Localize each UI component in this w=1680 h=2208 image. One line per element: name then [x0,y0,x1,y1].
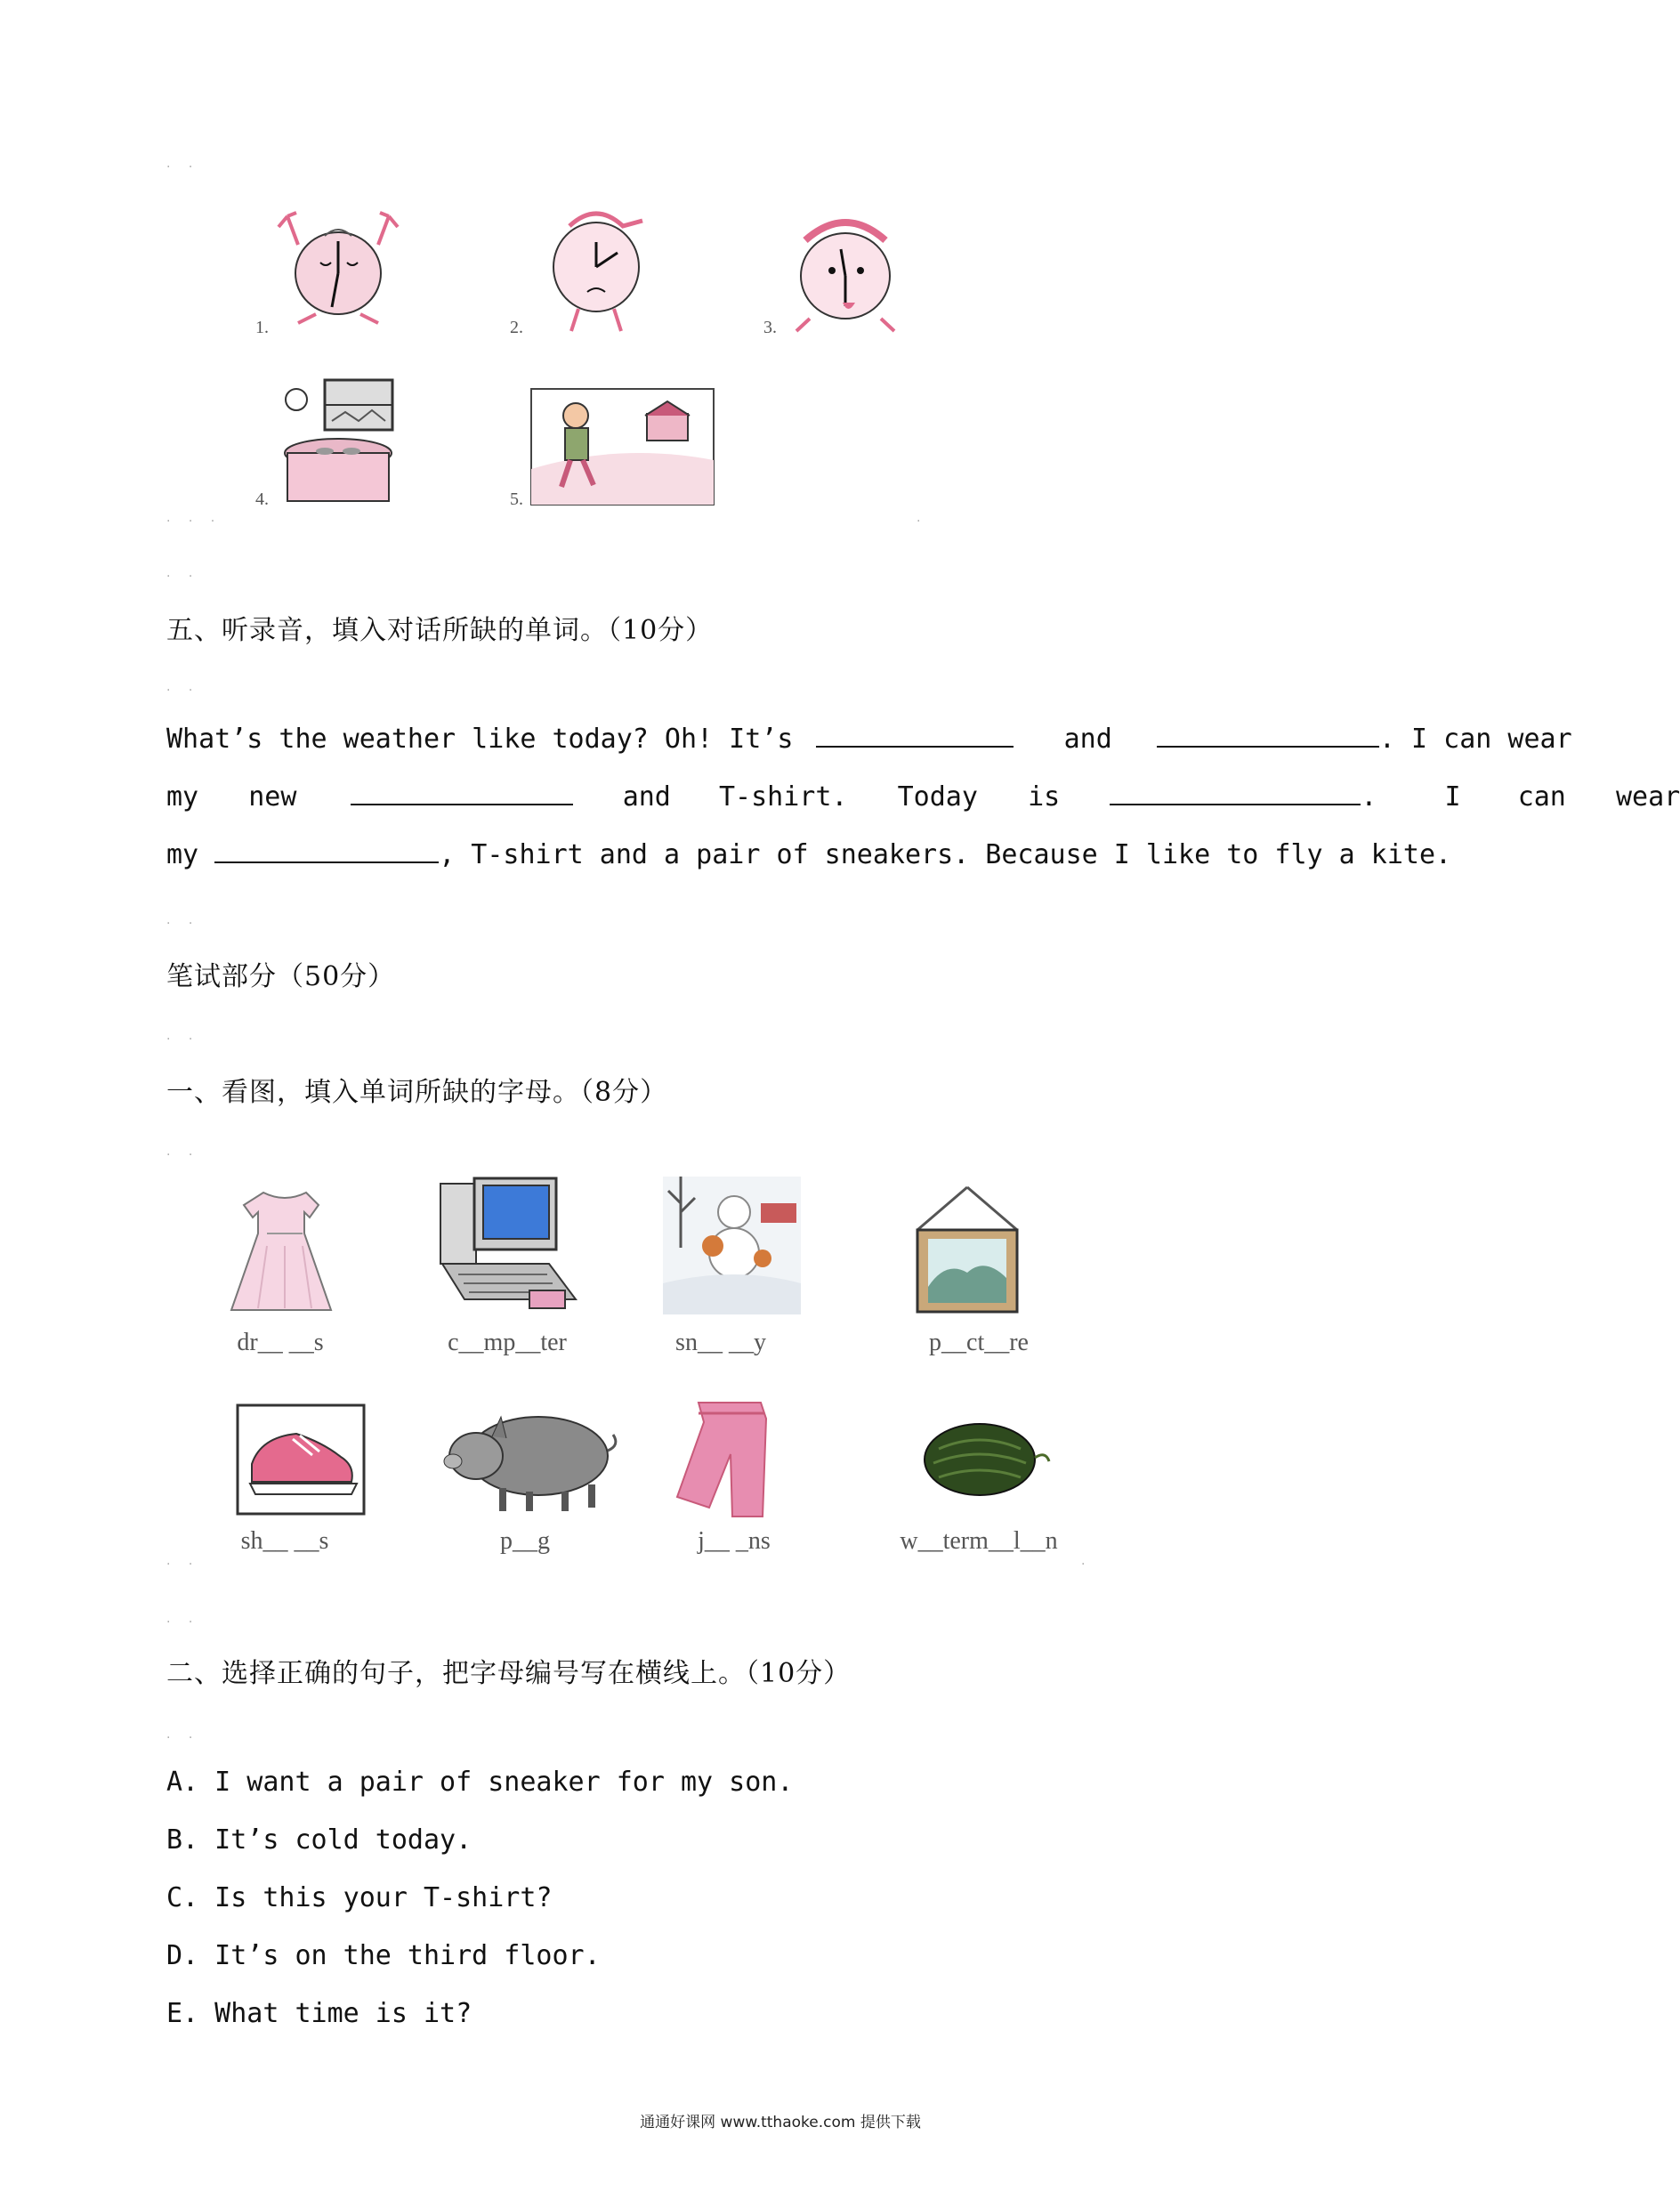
section-title-listening-dialogue: 五、听录音，填入对话所缺的单词。（10分） [166,615,714,646]
paragraph-marker: · · [166,917,200,931]
word-blank-pig: p__g [500,1527,550,1555]
image-label-3: 3. [763,318,777,337]
passage-text: my [166,839,199,870]
passage-text: and [1063,724,1112,755]
paragraph-marker: · · [166,683,200,698]
jeans-image [672,1399,779,1519]
answer-blank-5[interactable] [214,838,439,863]
paragraph-marker: · · [166,1557,200,1572]
passage-text: . [1361,781,1377,813]
paragraph-marker: · · [166,1032,200,1047]
passage-text: Today [897,781,978,813]
image-label-4: 4. [255,489,269,509]
snowy-day-image [663,1177,801,1314]
passage-line-2 [166,780,1680,813]
written-part-title: 笔试部分（50分） [166,961,396,992]
clock-figure-2 [534,206,658,336]
breakfast-table-image [280,376,396,503]
passage-text: wear [1616,781,1680,813]
image-label-5: 5. [510,489,523,509]
paragraph-marker: · · [166,570,200,584]
word-blank-jeans: j__ _ns [698,1527,771,1555]
option-c: C. Is this your T-shirt? [166,1882,553,1913]
option-e: E. What time is it? [166,1998,472,2029]
answer-blank-4[interactable] [1110,780,1361,805]
picture-frame-image [912,1184,1023,1317]
computer-image [432,1175,583,1317]
word-blank-snowy: sn__ __y [675,1329,766,1356]
section-title-fill-letters: 一、看图，填入单词所缺的字母。（8分） [166,1077,668,1108]
answer-blank-2[interactable] [1157,723,1379,748]
word-blank-dress: dr__ __s [237,1329,324,1356]
passage-text: new [248,781,297,813]
word-blank-shoes: sh__ __s [240,1527,329,1555]
paragraph-marker: · · [166,160,200,174]
passage-text: What’s the weather like today? Oh! It’s [166,724,794,755]
passage-text: . I can wear [1378,724,1572,755]
paragraph-marker: · [1081,1557,1093,1572]
paragraph-marker: · · [166,1148,200,1162]
paragraph-marker: · · · [166,514,222,529]
passage-text: is [1028,781,1061,813]
watermelon-image [921,1422,1054,1498]
word-blank-watermelon: w__term__l__n [900,1527,1058,1555]
clock-figure-3 [779,214,912,338]
option-b: B. It’s cold today. [166,1824,472,1856]
passage-text: T-shirt. [719,781,848,813]
clock-figure-1 [271,209,405,334]
paragraph-marker: · · [166,1731,200,1745]
word-blank-computer: c__mp__ter [448,1329,567,1356]
image-label-1: 1. [255,318,269,337]
option-a: A. I want a pair of sneaker for my son. [166,1767,794,1798]
word-blank-picture: p__ct__re [929,1329,1029,1356]
page-footer: 通通好课网 www.tthaoke.com 提供下载 [640,2114,921,2131]
passage-line-1 [166,723,1572,755]
answer-blank-1[interactable] [816,723,1014,748]
shoes-image [234,1402,368,1517]
passage-text: my [166,781,199,813]
passage-text: and [622,781,671,813]
image-label-2: 2. [510,318,523,337]
answer-blank-3[interactable] [351,780,573,805]
pig-image [440,1406,618,1513]
option-d: D. It’s on the third floor. [166,1940,601,1971]
passage-text: can [1517,781,1566,813]
passage-text: I [1444,781,1461,813]
section-title-choose-sentences: 二、选择正确的句子，把字母编号写在横线上。（10分） [166,1658,852,1689]
passage-text: , T-shirt and a pair of sneakers. Because I like to fly a kite. [439,839,1452,870]
passage-line-3 [166,838,1452,870]
boy-going-to-school-image [531,389,714,505]
paragraph-marker: · [917,514,928,529]
dress-image [231,1184,338,1317]
paragraph-marker: · · [166,1615,200,1630]
